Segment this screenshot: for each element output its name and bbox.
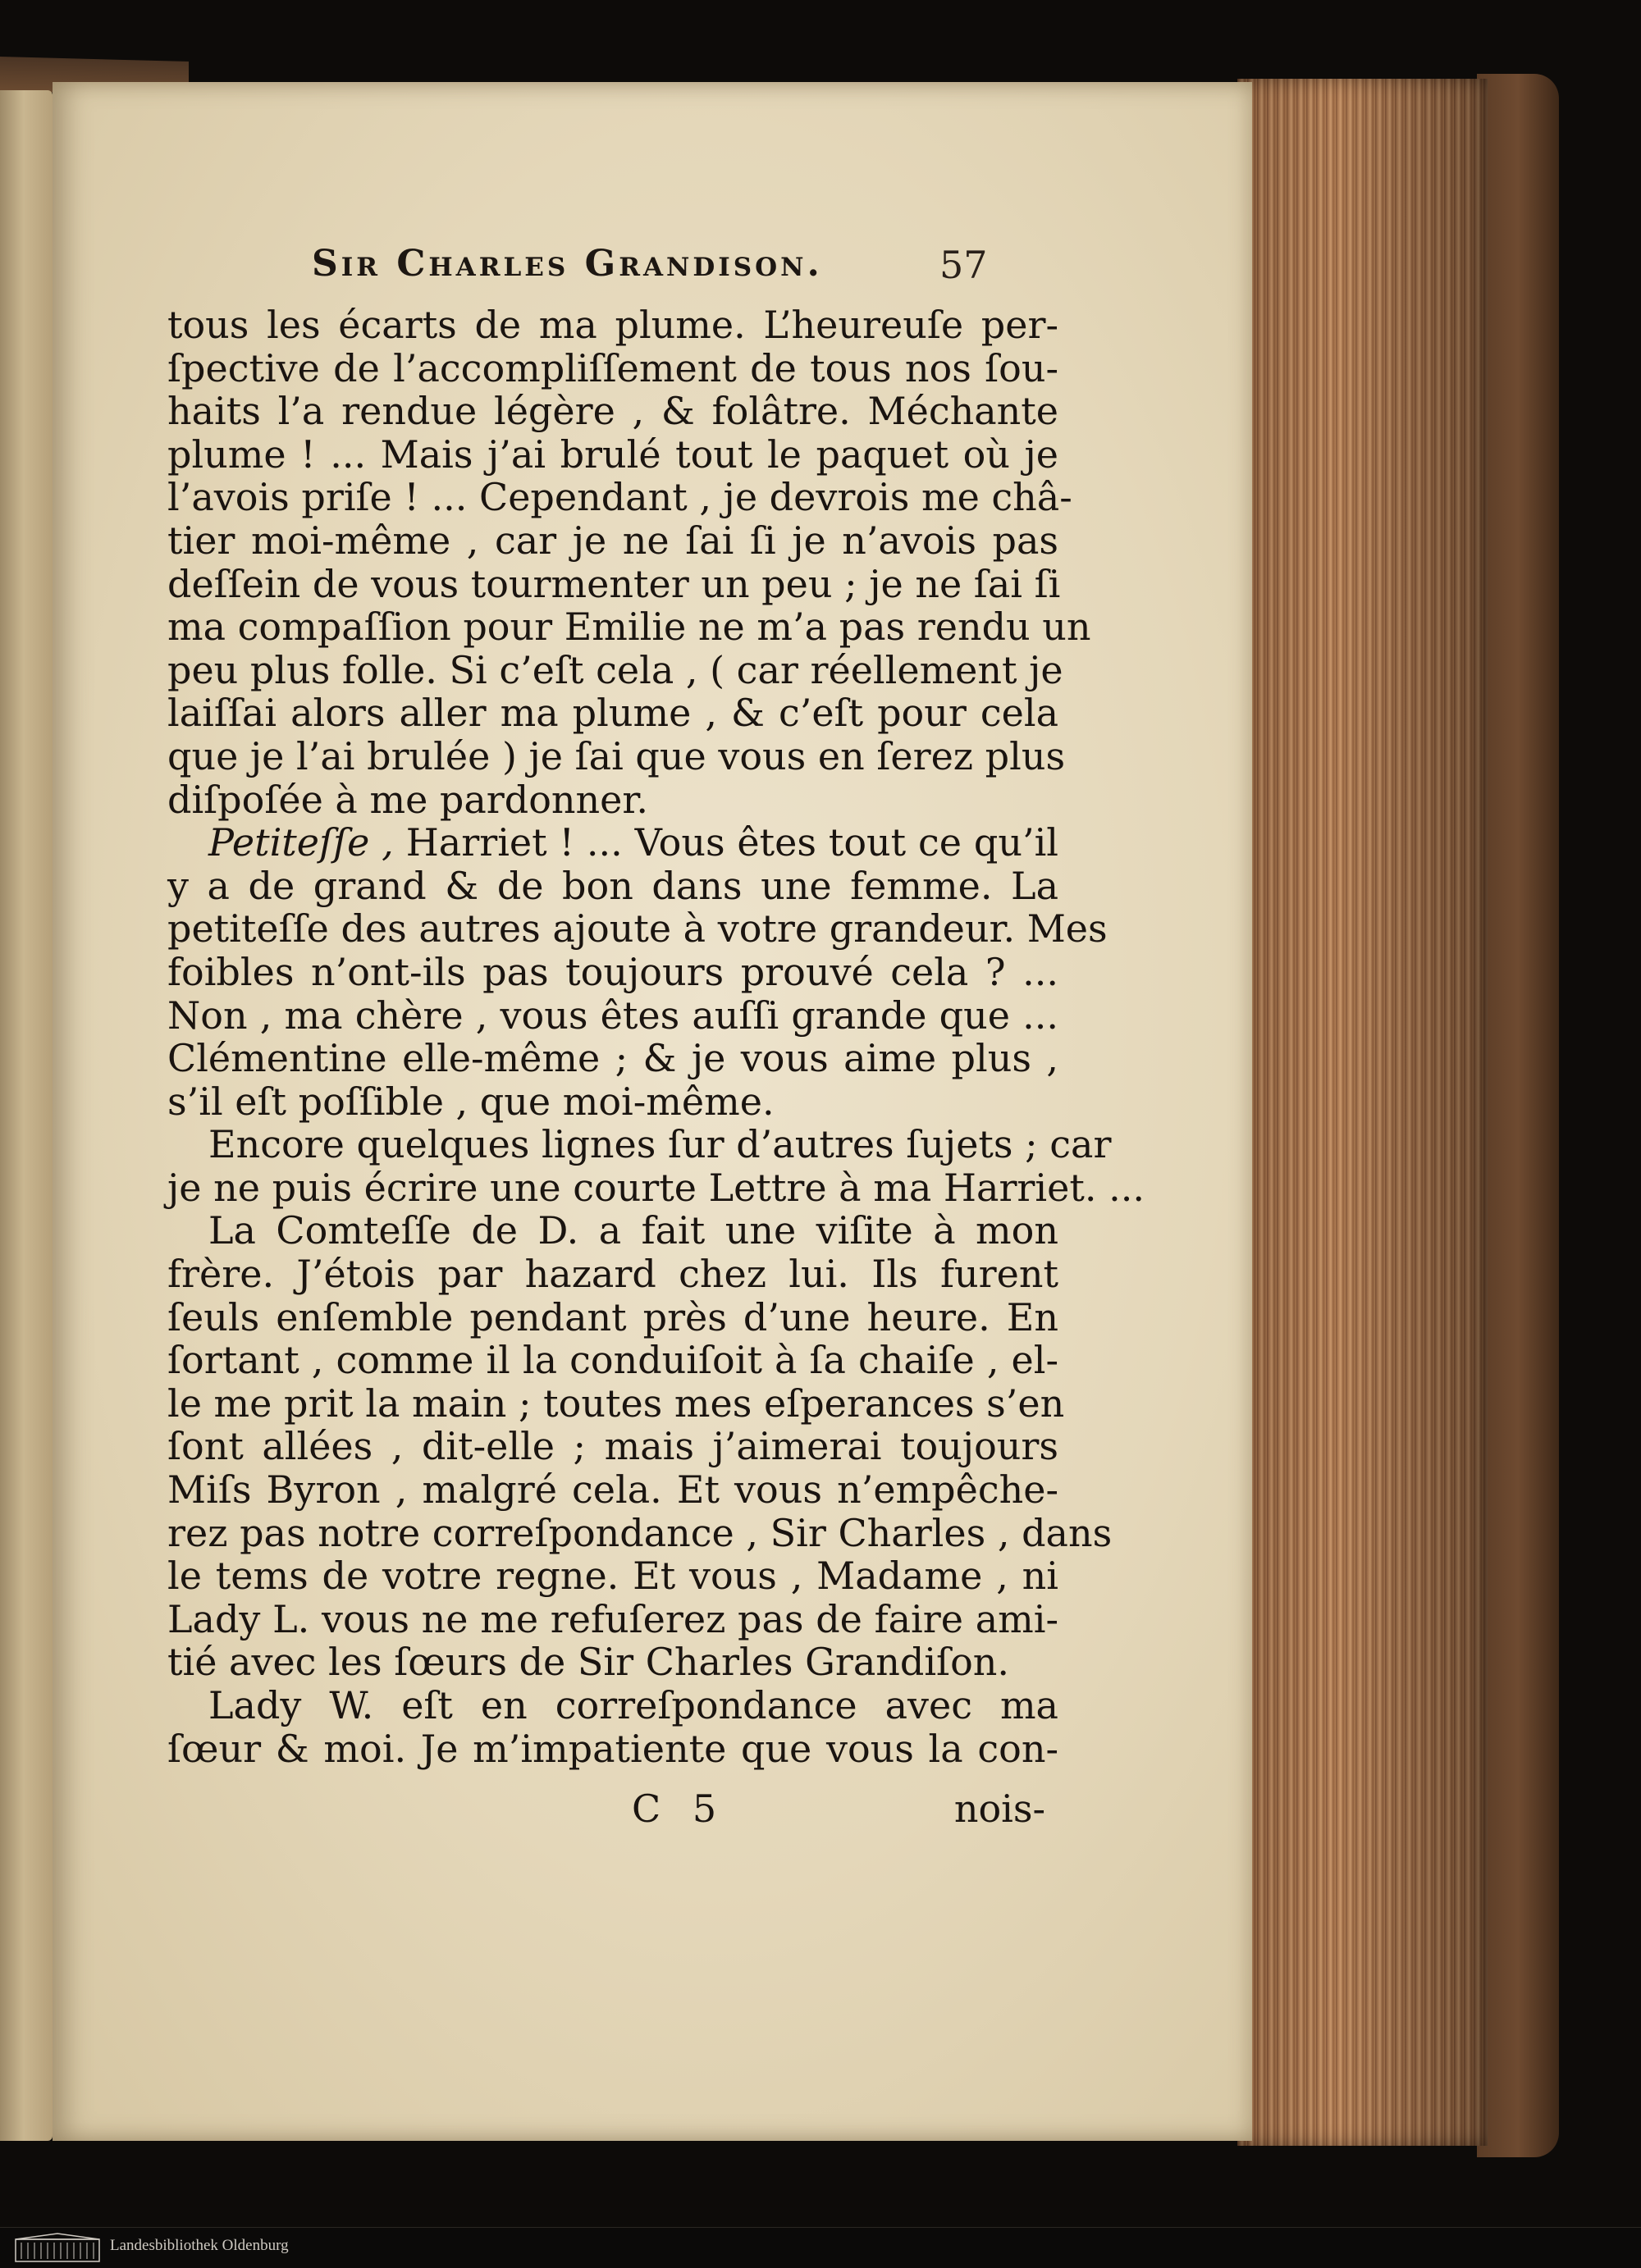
library-name: Landesbibliothek Oldenburg xyxy=(110,2237,289,2254)
text-line: Lady L. vous ne me refuſerez pas de faire ami- xyxy=(167,1596,1058,1641)
text-line: ſpective de l’accompliſſement de tous nos ſou- xyxy=(167,345,1058,390)
text-line: que je l’ai brulée ) je ſai que vous en ſerez plus xyxy=(167,733,1066,778)
page-edges xyxy=(1237,79,1488,2146)
text-line: je ne puis écrire une courte Lettre à ma Harriet. ... xyxy=(167,1165,1145,1210)
text-line: tous les écarts de ma plume. L’heureuſe per- xyxy=(167,303,1058,347)
signature-line xyxy=(632,1787,1058,1832)
text-line: Miſs Byron , malgré cela. Et vous n’empêche- xyxy=(167,1467,1058,1513)
text-line: tié avec les ſœurs de Sir Charles Grandiſon. xyxy=(167,1640,1010,1685)
text-line: peu plus folle. Si c’eſt cela , ( car réellement je xyxy=(167,647,1063,692)
text-line: plume ! ... Mais j’ai brulé tout le paquet où je xyxy=(167,431,1058,477)
text-line: tier moi-même , car je ne ſai ſi je n’avois pas xyxy=(167,518,1058,563)
text-line: le tems de votre regne. Et vous , Madame , ni xyxy=(167,1554,1058,1599)
text-line: l’avois priſe ! ... Cependant , je devrois me châ- xyxy=(167,475,1072,520)
catchword: nois- xyxy=(953,1787,1045,1831)
text-line: y a de grand & de bon dans une femme. La xyxy=(167,863,1058,908)
paragraph-start-line xyxy=(167,821,1058,865)
text-line: Encore quelques lignes ſur d’autres ſujets ; car xyxy=(208,1122,1112,1167)
printer-signature: C 5 xyxy=(632,1787,727,1831)
text-line: ſortant , comme il la conduiſoit à ſa chaiſe , el- xyxy=(167,1338,1058,1383)
text-line: petiteſſe des autres ajoute à votre grandeur. Mes xyxy=(167,906,1108,951)
italic-word: Petiteſſe , xyxy=(208,820,394,865)
text-line: Clémentine elle-même ; & je vous aime plus , xyxy=(167,1036,1058,1081)
text-line-rest: Harriet ! ... Vous êtes tout ce qu’il xyxy=(405,820,1059,865)
body-text xyxy=(167,303,1145,1771)
back-book-cover xyxy=(1477,74,1559,2157)
text-line: ma compaſſion pour Emilie ne m’a pas rendu un xyxy=(167,605,1091,650)
text-line: deſſein de vous tourmenter un peu ; je ne ſai ſi xyxy=(167,561,1061,606)
running-title: Sir Charles Grandison. xyxy=(312,243,823,285)
text-line: ſont allées , dit-elle ; mais j’aimerai toujours xyxy=(167,1424,1058,1469)
left-facing-page xyxy=(0,90,53,2141)
text-line: La Comteſſe de D. a fait une viſite à mon xyxy=(208,1208,1058,1253)
text-line: foibles n’ont-ils pas toujours prouvé cela ? ... xyxy=(167,949,1058,994)
text-line: Lady W. eſt en correſpondance avec ma xyxy=(208,1683,1058,1727)
text-line: diſpoſée à me pardonner. xyxy=(167,777,648,822)
text-line: s’il eſt poſſible , que moi-même. xyxy=(167,1079,775,1124)
text-line: le me prit la main ; toutes mes eſperances s’en xyxy=(167,1380,1065,1426)
library-building-icon xyxy=(15,2233,100,2262)
text-line: haits l’a rendue légère , & folâtre. Méchante xyxy=(167,389,1058,434)
text-line: frère. J’étois par hazard chez lui. Ils furent xyxy=(167,1252,1058,1297)
text-line: rez pas notre correſpondance , Sir Charles , dans xyxy=(167,1510,1113,1555)
text-line: Non , ma chère , vous êtes auſſi grande que ... xyxy=(167,993,1058,1038)
text-line: ſeuls enſemble pendant près d’une heure. En xyxy=(167,1294,1058,1339)
text-line: ſœur & moi. Je m’impatiente que vous la con- xyxy=(167,1726,1058,1771)
page-number: 57 xyxy=(939,243,988,287)
text-line: laiſſai alors aller ma plume , & c’eſt pour cela xyxy=(167,691,1058,736)
